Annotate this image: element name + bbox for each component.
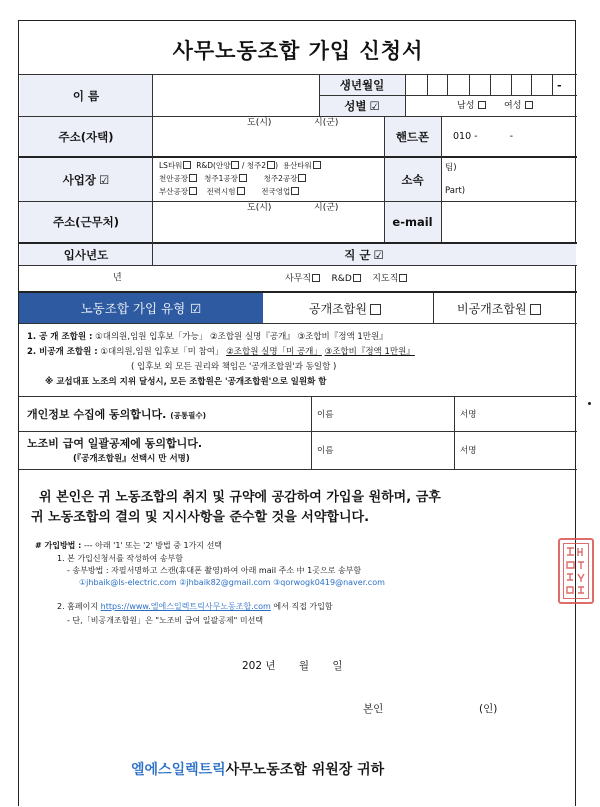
email-field[interactable] [442, 202, 576, 242]
email-list[interactable]: ①jhbaik@ls-electric.com ②jhbaik82@gmail.com ③qorwogk0419@naver.com [79, 578, 385, 587]
deduction-name-field[interactable]: 이름 [317, 446, 334, 456]
private-member-label: 비공개조합원 [457, 302, 527, 316]
pledge-line2: 귀 노동조합의 결의 및 지시사항을 준수할 것을 서약합니다. [31, 510, 370, 525]
privacy-sign-field[interactable]: 서명 [460, 410, 477, 420]
method2-sub: - 단,「비공개조합원」은 "노조비 급여 일괄공제" 미선택 [67, 616, 264, 625]
female-checkbox[interactable] [525, 101, 533, 109]
public-member-label: 공개조합원 [309, 302, 367, 316]
workplace-options-row1: LS타워 R&D(안양 / 청주2 ) 용산타워 [159, 161, 321, 170]
homepage-link[interactable]: https://www.엘에스일렉트릭사무노동조합.com [100, 602, 271, 611]
male-checkbox[interactable] [478, 101, 486, 109]
cheongju2-plant-checkbox[interactable] [298, 174, 306, 182]
job-check-icon: ☑ [373, 247, 384, 262]
national-sales-checkbox[interactable] [291, 187, 299, 195]
work-province-label: 도(시) [247, 203, 272, 213]
workplace-label: 사업장 [62, 172, 96, 187]
union-type-label: 노동조합 가입 유형 [80, 301, 186, 316]
name-field[interactable] [153, 75, 319, 116]
note-private-sub: ( 입후보 외 모든 권리와 책임은 '공개조합원'과 동일함 ) [131, 362, 337, 372]
birth-date-field[interactable] [406, 75, 576, 95]
public-member-checkbox[interactable] [370, 304, 381, 315]
addressee: 엘에스일렉트릭사무노동조합 위원장 귀하 [131, 762, 385, 778]
female-label: 여성 [504, 101, 522, 111]
private-member-checkbox[interactable] [530, 304, 541, 315]
workplace-options-row3: 부산공장 전력시험 전국영업 [159, 187, 299, 196]
male-label: 남성 [457, 101, 475, 111]
method2: 2. 홈페이지 https://www.엘에스일렉트릭사무노동조합.com 에서 직접 가입함 [57, 602, 333, 611]
birth-label: 생년월일 [339, 78, 385, 92]
gender-label: 성별 [344, 99, 367, 113]
private-member-option[interactable] [457, 303, 541, 315]
workplace-check-icon: ☑ [99, 172, 110, 187]
birth-dash: - [557, 79, 562, 92]
union-seal-stamp [558, 538, 594, 604]
note-public: 1. 공 개 조합원 : ①대의원,임원 입후보「가능」 ②조합원 실명『공개』 ③조합비『정액 1만원』 [27, 332, 388, 342]
deduction-sign-field[interactable]: 서명 [460, 446, 477, 456]
cheongju1-plant-checkbox[interactable] [239, 174, 247, 182]
job-options: 사무직 R&D 지도직 [285, 274, 407, 284]
name-label: 이 름 [72, 88, 100, 103]
gender-check-icon: ☑ [369, 99, 380, 113]
union-type-check-icon: ☑ [190, 300, 202, 316]
privacy-name-field[interactable]: 이름 [317, 410, 334, 420]
office-job-checkbox[interactable] [312, 274, 320, 282]
phone-label: 핸드폰 [395, 129, 430, 144]
method1: 1. 본 가입신청서를 작성하여 송부함 [57, 554, 183, 563]
pledge-line1: 위 본인은 귀 노동조합의 취지 및 규약에 공감하여 가입을 원하며, 금후 [39, 490, 441, 505]
method-heading: # 가입방법 : --- 아래 '1' 또는 '2' 방법 중 1가지 선택 [35, 541, 223, 550]
home-province-label: 도(시) [247, 118, 272, 128]
team-field[interactable]: 팀) [445, 163, 457, 173]
work-address-label: 주소(근무처) [52, 215, 120, 229]
part-field[interactable]: Part) [445, 186, 466, 196]
work-city-label: 시(군) [314, 203, 339, 213]
union-type-header [19, 293, 263, 323]
signature-seal[interactable]: (인) [479, 703, 498, 715]
guidance-job-checkbox[interactable] [399, 274, 407, 282]
busan-plant-checkbox[interactable] [189, 187, 197, 195]
margin-dot [588, 402, 591, 405]
rnd-anyang-checkbox[interactable] [231, 161, 239, 169]
phone-field[interactable] [453, 132, 513, 142]
application-form [18, 20, 576, 806]
cheonan-plant-checkbox[interactable] [189, 174, 197, 182]
email-label: e-mail [392, 215, 433, 229]
deduction-consent: 노조비 급여 일괄공제에 동의합니다. [27, 437, 203, 450]
yongsan-tower-checkbox[interactable] [313, 161, 321, 169]
home-city-label: 시(군) [314, 118, 339, 128]
join-year-field[interactable]: 년 [113, 273, 122, 283]
public-member-option[interactable] [309, 303, 381, 315]
rnd-job-checkbox[interactable] [353, 274, 361, 282]
privacy-consent: 개인정보 수집에 동의합니다. (공통필수) [27, 408, 207, 421]
join-year-label: 입사년도 [63, 247, 109, 262]
form-title: 사무노동조합 가입 신청서 [172, 39, 424, 63]
workplace-options-row2: 천안공장 청주1공장 청주2공장 [159, 174, 306, 183]
rnd-cheongju2-checkbox[interactable] [267, 161, 275, 169]
phone-prefix: 010 - [453, 131, 478, 142]
department-label: 소속 [401, 172, 424, 187]
job-group-label: 직 군 [344, 247, 371, 262]
signature-self-label: 본인 [363, 703, 384, 715]
phone-dash: - [509, 131, 514, 142]
ls-tower-checkbox[interactable] [183, 161, 191, 169]
method1-sub: - 송부방법 : 자필서명하고 스캔(휴대폰 촬영)하여 아래 mail 주소 中 1곳으로 송부함 [67, 566, 362, 575]
deduction-note: (『공개조합원』선택시 만 서명) [73, 454, 190, 464]
note-private: 2. 비공개 조합원 : ①대의원,임원 입후보「미 참여」 ②조합원 실명「미 공개」 ③조합비『정액 1만원』 [27, 347, 415, 357]
note-unification: ※ 교섭대표 노조의 지위 달성시, 모든 조합원은 '공개조합원'으로 일원화 함 [45, 377, 327, 387]
power-test-checkbox[interactable] [237, 187, 245, 195]
company-name: 엘에스일렉트릭 [131, 762, 226, 778]
date-line[interactable]: 202 년 월 일 [242, 660, 343, 672]
home-address-label: 주소(자택) [58, 129, 114, 144]
